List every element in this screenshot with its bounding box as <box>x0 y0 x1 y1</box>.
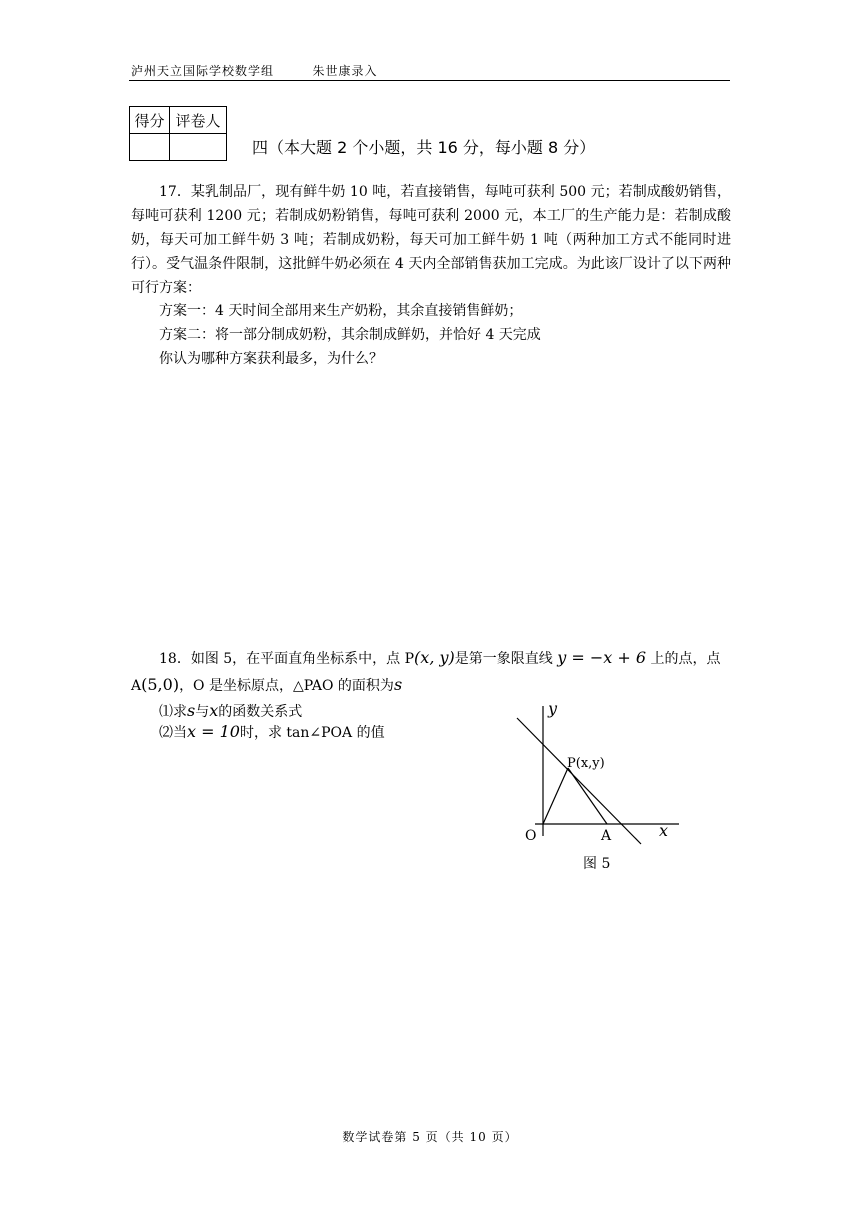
section-title: 四（本大题 2 个小题，共 16 分，每小题 8 分） <box>252 138 596 157</box>
segment-pa <box>568 768 607 824</box>
figure-caption: 图 5 <box>583 856 611 872</box>
point-a-label: A <box>601 828 612 844</box>
header-entry: 朱世康录入 <box>312 64 378 78</box>
y-axis-label: y <box>548 699 558 718</box>
q18-point-p-coords: (x, y) <box>414 648 455 667</box>
figure-5-diagram <box>513 690 693 850</box>
q18-point-a: A <box>131 678 142 694</box>
question-18-sub1 <box>159 701 302 721</box>
question-17-question: 你认为哪种方案获利最多，为什么？ <box>159 351 383 367</box>
q18-line1-end: 上的点，点 <box>650 651 721 667</box>
q18-sub1-prefix: ⑴求 <box>159 704 187 720</box>
page-footer: 数学试卷第 5 页（共 10 页） <box>342 1130 518 1144</box>
q18-line-desc: 是第一象限直线 <box>454 651 553 667</box>
score-cell <box>130 134 170 161</box>
question-17-body: 17．某乳制品厂，现有鲜牛奶 10 吨，若直接销售，每吨可获利 500 元；若制成酸奶销售，每吨可获利 1200 元；若制成奶粉销售，每吨可获利 2000 元，本工厂的生产能力是：若制成酸奶，每天可加工鲜牛奶 3 吨；若制成奶粉，每天可加工鲜牛奶 1 吨（两种加工方式不能同时进行）。受气温条件限制，这批鲜牛奶必须在 4 天内全部销售获加工完成。为此该厂设计了以下两种可行方案： <box>131 184 731 296</box>
question-18-sub2 <box>159 722 385 742</box>
q18-area-symbol: s <box>393 675 403 694</box>
score-header: 得分 <box>130 107 170 134</box>
page-header <box>131 62 378 79</box>
question-18-line1 <box>159 648 720 668</box>
question-18-line2 <box>131 675 402 695</box>
question-17-plan2: 方案二：将一部分制成奶粉，其余制成鲜奶，并恰好 4 天完成 <box>159 327 541 343</box>
header-rule <box>129 80 730 81</box>
score-table <box>129 106 227 161</box>
q18-sub2-prefix: ⑵当 <box>159 725 187 741</box>
q18-sub2-suffix: 时，求 tan∠POA 的值 <box>239 725 385 741</box>
header-school: 泸州天立国际学校数学组 <box>131 64 275 78</box>
q18-line2-desc: ，O 是坐标原点，△PAO 的面积为 <box>179 678 394 694</box>
segment-op <box>543 768 568 824</box>
q18-sub2-equation: x = 10 <box>187 722 240 741</box>
grader-header: 评卷人 <box>170 107 227 134</box>
q18-sub1-s: s <box>187 701 196 720</box>
q18-line-equation: y = −x + 6 <box>557 648 647 667</box>
q18-sub1-and: 与 <box>195 704 210 720</box>
q18-sub1-suffix: 的函数关系式 <box>218 704 303 720</box>
origin-label: O <box>525 828 537 844</box>
q18-intro: 18．如图 5，在平面直角坐标系中，点 P <box>159 651 415 667</box>
point-p-label: P(x,y) <box>567 756 605 771</box>
question-17-plan1: 方案一：4 天时间全部用来生产奶粉，其余直接销售鲜奶； <box>159 303 523 319</box>
q18-sub1-x: x <box>209 701 219 720</box>
line-y-eq-neg-x-plus-6 <box>517 718 641 844</box>
grader-cell <box>170 134 227 161</box>
q18-point-a-coords: (5,0) <box>141 675 180 694</box>
x-axis-label: x <box>659 821 669 840</box>
